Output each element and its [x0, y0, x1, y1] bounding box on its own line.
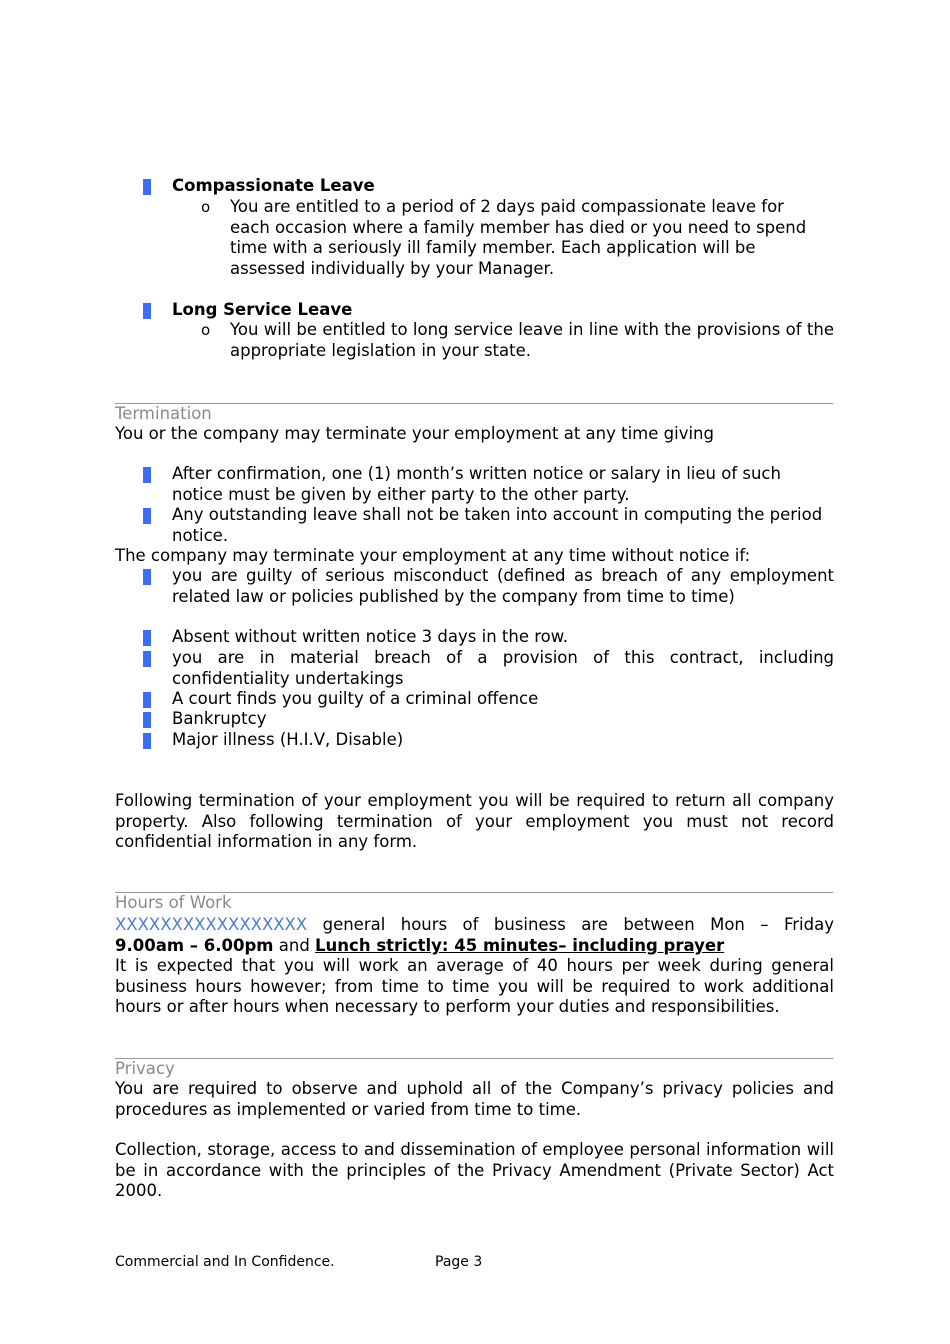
- bullet-marker: [143, 630, 151, 646]
- hours-heading: Hours of Work: [115, 892, 833, 913]
- long-service-leave-text: You will be entitled to long service leave in line with the provisions of the appropriate legislation in your state.: [230, 320, 834, 360]
- notice-item: Any outstanding leave shall not be taken into account in computing the period notice.: [172, 505, 823, 545]
- bullet-marker: [143, 303, 151, 319]
- privacy-paragraph-2: Collection, storage, access to and dissemination of employee personal information will be in accordance with the principles of the Privacy Amendment (Private Sector) Act 2000.: [115, 1140, 834, 1200]
- long-service-leave-title: Long Service Leave: [172, 300, 353, 319]
- bullet-marker: [143, 179, 151, 195]
- hours-expectation: It is expected that you will work an average of 40 hours per week during general business hours however; from time to time you will be required to work additional hours or after hours when necessary to perform your duties and responsibilities.: [115, 956, 834, 1016]
- hours-time-line: [115, 936, 834, 957]
- bullet-marker: [143, 733, 151, 749]
- sub-bullet-marker: o: [201, 321, 211, 339]
- without-notice-item: Major illness (H.I.V, Disable): [172, 730, 404, 749]
- footer-page-number: Page 3: [435, 1254, 483, 1270]
- termination-heading: Termination: [115, 403, 833, 424]
- footer-confidentiality: Commercial and In Confidence.: [115, 1254, 335, 1270]
- bullet-marker: [143, 569, 151, 585]
- company-name-placeholder: XXXXXXXXXXXXXXXXX: [115, 915, 308, 934]
- without-notice-intro: The company may terminate your employment at any time without notice if:: [115, 546, 751, 565]
- without-notice-item: you are guilty of serious misconduct (defined as breach of any employment related law or policies published by the company from time to time): [172, 566, 834, 606]
- bullet-marker: [143, 712, 151, 728]
- termination-following: Following termination of your employment you will be required to return all company property. Also following termination of your employment you must not record confidential information in any form.: [115, 791, 834, 851]
- without-notice-item: you are in material breach of a provision of this contract, including confidentiality undertakings: [172, 648, 834, 688]
- termination-intro: You or the company may terminate your employment at any time giving: [115, 424, 714, 443]
- hours-and: and: [273, 936, 316, 955]
- without-notice-item: Absent without written notice 3 days in the row.: [172, 627, 568, 646]
- privacy-paragraph-1: You are required to observe and uphold all of the Company’s privacy policies and procedures as implemented or varied from time to time.: [115, 1079, 834, 1119]
- notice-item: After confirmation, one (1) month’s written notice or salary in lieu of such notice must be given by either party to the other party.: [172, 464, 781, 504]
- bullet-marker: [143, 467, 151, 483]
- compassionate-leave-title: Compassionate Leave: [172, 176, 375, 195]
- without-notice-item: Bankruptcy: [172, 709, 267, 728]
- hours-line-text: general hours of business are between Mon – Friday: [307, 915, 834, 934]
- bullet-marker: [143, 651, 151, 667]
- bullet-marker: [143, 508, 151, 524]
- bullet-marker: [143, 692, 151, 708]
- lunch-policy: Lunch strictly: 45 minutes– including prayer: [315, 936, 725, 955]
- privacy-heading: Privacy: [115, 1058, 833, 1079]
- without-notice-item: A court finds you guilty of a criminal offence: [172, 689, 539, 708]
- hours-line: [115, 915, 834, 936]
- sub-bullet-marker: o: [201, 198, 211, 216]
- business-hours-time: 9.00am – 6.00pm: [115, 936, 274, 955]
- compassionate-leave-text: You are entitled to a period of 2 days paid compassionate leave for each occasion where a family member has died or you need to spend time with a seriously ill family member. Each application will be assessed individually by your Manager.: [230, 197, 807, 278]
